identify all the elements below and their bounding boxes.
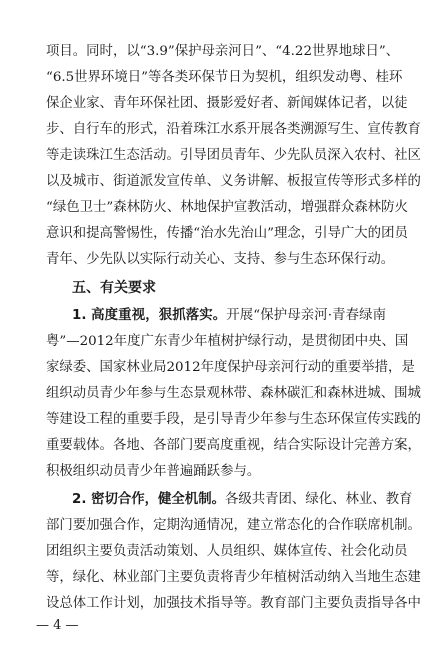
item1-line-3: 家绿委、国家林业局2012年度保护母亲河行动的重要举措，是 xyxy=(46,360,415,375)
item2-line-1 xyxy=(72,488,413,512)
item1-line-7: 积极组织动员青少年普遍踊跃参与。 xyxy=(46,464,261,479)
item2-lead: 2. 密切合作，健全机制。 xyxy=(72,492,225,507)
item1-line-6: 重要载体。各地、各部门要高度重视，结合实际设计完善方案， xyxy=(46,438,421,453)
item1-line-2: 粤”—2012年度广东青少年植树护绿行动，是贯彻团中央、国 xyxy=(46,334,409,349)
item1-lead: 1. 高度重视，狠抓落实。 xyxy=(72,308,227,323)
item2-line-3: 团组织主要负责活动策划、人员组织、媒体宣传、社会化动员 xyxy=(46,544,408,559)
item1-line-4: 组织动员青少年参与生态景观林带、森林碳汇和森林进城、围城 xyxy=(46,386,421,401)
item2-line-1-rest: 各级共青团、绿化、林业、教育 xyxy=(224,492,413,507)
item2-line-5: 设总体工作计划，加强技术指导等。教育部门主要负责指导各中 xyxy=(46,596,421,611)
intro-line-7: “绿色卫士”森林防火、林地保护宣教活动，增强群众森林防火 xyxy=(46,200,408,215)
intro-line-5: 等走读珠江生态活动。引导团员青年、少先队员深入农村、社区 xyxy=(46,148,421,163)
intro-line-3: 保企业家、青年环保社团、摄影爱好者、新闻媒体记者，以徒 xyxy=(46,96,408,111)
page-number: — 4 — xyxy=(36,618,79,633)
item2-line-2: 部门要加强合作，定期沟通情况，建立常态化的合作联席机制。 xyxy=(46,518,421,533)
intro-line-9: 青年、少先队以实际行动关心、支持、参与生态环保行动。 xyxy=(46,252,395,267)
intro-line-4: 步、自行车的形式，沿着珠江水系开展各类溯源写生、宣传教育 xyxy=(46,122,421,137)
item1-line-1 xyxy=(72,304,386,328)
intro-line-8: 意识和提高警惕性，传播“治水先治山”理念，引导广大的团员 xyxy=(46,226,408,241)
item1-line-5: 等建设工程的重要手段，是引导青少年参与生态环保宣传实践的 xyxy=(46,412,421,427)
item1-line-1-rest: 开展“保护母亲河·青春绿南 xyxy=(226,308,386,323)
item2-line-4: 等，绿化、林业部门主要负责将青少年植树活动纳入当地生态建 xyxy=(46,570,421,585)
intro-line-2: “6.5世界环境日”等各类环保节日为契机，组织发动粤、桂环 xyxy=(46,70,403,85)
section-heading: 五、有关要求 xyxy=(72,280,156,296)
intro-line-1: 项目。同时，以“3.9”保护母亲河日”、“4.22世界地球日”、 xyxy=(46,44,400,59)
intro-line-6: 以及城市、街道派发宣传单、义务讲解、板报宣传等形式多样的 xyxy=(46,174,421,189)
